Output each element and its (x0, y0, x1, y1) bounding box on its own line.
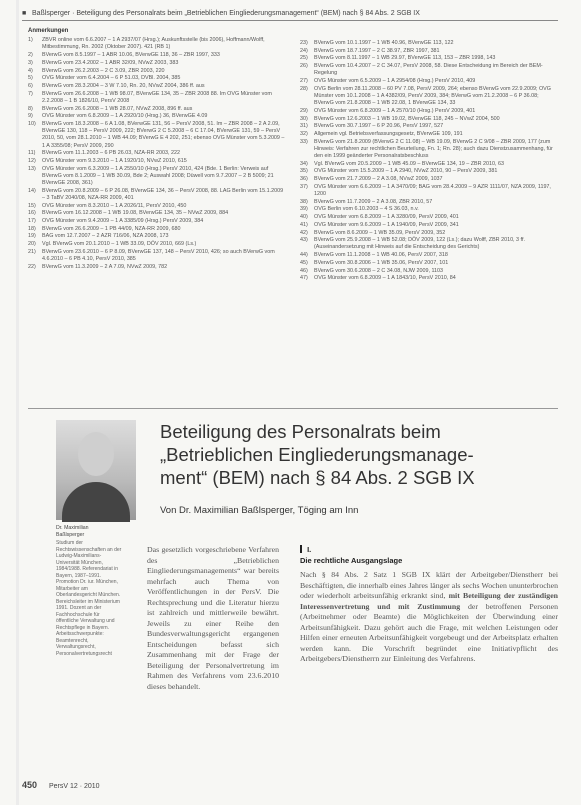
author-portrait (56, 420, 136, 520)
footnote (300, 206, 558, 213)
footnote (300, 78, 558, 85)
footnote-text: BVerwG vom 10.4.2007 – 2 C 34.07, PersV 2008, 58. Diese Entscheidung im Bereich der BEM-Regelung (314, 63, 543, 77)
footnote-number: 29) (300, 107, 308, 114)
section-divider (28, 408, 558, 409)
footnote-number: 45) (300, 259, 308, 266)
footnote-text: BVerwG vom 8.6.2009 – 1 WB 35.09, PersV 2009, 352 (314, 229, 446, 236)
footnote-text: BVerwG vom 21.7.2009 – 2 A 3.08, NVwZ 2009, 1037 (314, 176, 443, 183)
footnote (28, 203, 286, 210)
footnote-number: 44) (300, 252, 308, 259)
footnote-text: BVerwG vom 18.3.2008 – 6 A 1.08, BVerwGE 131, 56 – PersV 2008, 51. Im – ZBR 2008 – 2 A 2.09, BVerwGE 130, 118 – PersV 2009, 222; BVerwG 2 C 5.2008 – 6 C 17.04, BVerwGE 131, 59 – PersV 2010, 50, vom 28.1.2010 – 1 WB 44.09; BVerwG E 4 202, 251; ebenso OVG Münster vom 5.3.2009 – 1 A 3355/08; PersV 2009, 290 (42, 120, 286, 149)
footnote-text: BVerwG vom 26.6.2008 – 1 WB 98.07, BVerwGE 134, 35 – ZBR 2008 88. Im OVG Münster vom 2.2.2008 – 1 B 1826/10, PersV 2008 (42, 90, 274, 104)
footnote-text: BVerwG vom 12.6.2003 – 1 WB 19.02, BVerwGE 118, 245 – NVwZ 2004, 500 (314, 115, 500, 122)
byline (160, 505, 560, 516)
footnotes-right-column (300, 40, 558, 283)
footnote-number: 9) (28, 113, 33, 120)
body-text-end: der betroffenen Personen (Arbeitnehmer oder Beamte) die Möglichkeiten der Überwindung einer Arbeitsunfähigkeit. Dazu gehört auch die Frage, mit welchen Leistungen oder Hilfen einer erneuten Arbeitsunfähigkeit vorgebeugt und der Arbeitsplatz erhalten werden kann. Die Vorschrift begründet eine Initiativpflicht des Arbeitgebers/Dienstherrn zur Einleitung des Verfahrens. (300, 601, 558, 663)
footnote-text: OVG Berlin vom 6.10.2003 – 4 S 36.03, n.v. (314, 206, 419, 213)
journal-issue: PersV 12 · 2010 (48, 783, 100, 790)
footnote (28, 241, 286, 248)
footnote-number: 41) (300, 221, 308, 228)
page-footer (22, 780, 100, 790)
footnote (28, 188, 286, 202)
section-heading (300, 545, 558, 566)
page-number: 450 (22, 780, 38, 790)
footnote (300, 40, 558, 47)
byline-suffix: , Töging am Inn (292, 505, 359, 516)
footnote (28, 91, 286, 105)
footnote-number: 3) (28, 59, 33, 66)
footnote-number: 20) (28, 241, 36, 248)
author-caption-surname: Baßlsperger (56, 531, 85, 538)
footnote (28, 52, 286, 59)
footnote-number: 16) (28, 210, 36, 217)
portrait-shoulders (62, 482, 130, 522)
footnote (300, 252, 558, 259)
footnote-text: BVerwG vom 26.6.2009 – 1 PB 44/09, NZA-RR 2009, 680 (42, 225, 181, 232)
footnote (28, 166, 286, 188)
section-bar (300, 545, 302, 553)
footnote-text: BVerwG vom 23.6.2010 – 6 P 8.09, BVerwGE 137, 148 – PersV 2010, 426; so auch BVerwG vom 4.6.2010 – 6 PB 4.10, PersV 2010, 385 (42, 248, 277, 263)
footnote (300, 86, 558, 108)
footnote-text: BVerwG vom 10.1.1997 – 1 WB 40.96, BVerwGE 113, 122 (314, 40, 454, 46)
footnote-text: Vgl. BVerwG vom 20.5.2009 – 1 WB 45.09 – BVerwGE 134, 19 – ZBR 2010, 63 (314, 160, 504, 167)
footnote-text: OVG Münster vom 6.8.2009 – 1 A 3280/09, PersV 2009, 401 (314, 214, 459, 221)
byline-prefix: Von Dr. Maximilian (160, 505, 242, 516)
footnote-number: 39) (300, 206, 308, 213)
footnote-number: 26) (300, 63, 308, 70)
footnote-text: BVerwG vom 18.7.1997 – 2 C 38.97, ZBR 1997, 381 (314, 47, 440, 54)
footnote-number: 46) (300, 267, 308, 274)
footnote-text: OVG Münster vom 6.5.2009 – 1 A 2954/08 (Hrsg.) PersV 2010, 409 (314, 78, 476, 85)
title-line-1: Beteiligung des Personalrats beim (160, 421, 441, 442)
footnote-number: 43) (300, 237, 308, 244)
byline-name: Baßlsperger (241, 505, 293, 516)
footnote-text: OVG Münster vom 6.4.2004 – 6 P 51.03, DVBl. 2004, 385 (42, 75, 181, 82)
footnote-number: 11) (28, 150, 36, 157)
footnote (28, 121, 286, 150)
footnote-number: 2) (28, 52, 33, 59)
footnote-number: 42) (300, 229, 308, 236)
footnote-text: BVerwG vom 30.8.2006 – 1 WB 35.06, PersV 2007, 101 (314, 259, 449, 266)
footnote-text: BVerwG vom 26.6.2008 – 1 WB 28.07, NVwZ 2008, 896 ff. aus (42, 105, 193, 112)
footnote-number: 21) (28, 248, 36, 255)
footnote-text: BVerwG vom 11.7.2009 – 2 A 3.08, ZBR 2010, 57 (314, 198, 433, 205)
footnotes-left-column (28, 28, 286, 272)
footnote-number: 19) (28, 233, 36, 240)
article-body (300, 545, 558, 665)
footnote (300, 116, 558, 123)
footnote-number: 40) (300, 214, 308, 221)
footnote-text: BAG vom 12.7.2007 – 2 AZR 716/06, NZA 2008, 173 (42, 233, 169, 240)
footnote (28, 264, 286, 271)
footnote-text: BVerwG vom 26.2.2003 – 2 C 3.09, ZBR 2003, 220 (42, 67, 165, 74)
footnote-number: 7) (28, 90, 33, 97)
footnote-text: BVerwG vom 8.11.1997 – 1 WB 29.97, BVerwGE 113, 153 – ZBR 1998, 143 (314, 55, 496, 62)
footnote (28, 75, 286, 82)
header-mark: ■ (22, 9, 27, 17)
footnote (28, 68, 286, 75)
footnote (300, 161, 558, 168)
article-title (160, 420, 560, 489)
body-text-bold: mit Beteiligung der zuständigen Interessenvertretung und mit Zustimmung (300, 591, 558, 611)
footnote (28, 210, 286, 217)
footnote-text: BVerwG vom 16.12.2008 – 1 WB 19.08, BVerwGE 134, 35 – NVwZ 2009, 884 (42, 210, 229, 217)
footnote-text: OVG Berlin vom 28.11.2008 – 60 PV 7.08, PersV 2009, 264; ebenso BVerwG vom 22.9.2009; OVG Münster vom 10.1.2008 – 1 A 4382/09, PersV 2009, 384; BVerwG vom 21.2.2008 – 6 P 36.08; BVerwG vom 21.8.2008 – 1 WB 22.08, 1 BVerwGE 134, 33 (314, 85, 553, 107)
footnote-text: BVerwG vom 20.8.2009 – 6 P 26.08, BVerwGE 134, 36 – PersV 2008, 88. LAG Berlin vom 15.1.2009 – 3 TaBV 2040/08, NZA-RR 2009, 401 (42, 187, 285, 201)
body-paragraph (300, 570, 558, 665)
footnote-number: 22) (28, 263, 36, 270)
footnote (28, 113, 286, 120)
footnote-text: OVG Münster vom 6.3.2009 – 1 A 2550/10 (Hrsg.) PersV 2010, 424 (Bde. 1 Berlin: Verweis auf BVerwG vom 8.1.2009 – 1 WB 30.09, Bde 2; Auswahl 2008; Düwell vom 9.7.2007 – 2 B 5009; 21 BVerwGE 2008, 361) (42, 165, 276, 187)
header-text: Baßlsperger · Beteiligung des Personalrats beim „Betrieblichen Eingliederungsmanagement“ (BEM) nach § 84 Abs. 2 SGB IX (32, 9, 420, 17)
footnote-number: 28) (300, 85, 308, 92)
footnote (300, 108, 558, 115)
footnote-text: OVG Münster vom 6.8.2009 – 1 A 2570/10 (Hrsg.) PersV 2009, 401 (314, 107, 476, 114)
footnote-text: BVerwG vom 30.6.2008 – 2 C 34.08, NJW 2009, 1103 (314, 267, 444, 274)
footnote-number: 15) (28, 202, 36, 209)
footnote (300, 48, 558, 55)
footnote (300, 222, 558, 229)
footnote (300, 55, 558, 62)
footnote-number: 12) (28, 157, 36, 164)
footnote (300, 176, 558, 183)
footnote-text: BVerwG vom 28.3.2004 – 3 W 7.10, Rn. 20, NVwZ 2004, 386 ff. aus (42, 82, 205, 89)
footnote-text: BVerwG vom 23.4.2002 – 1 ABR 32/09, NVwZ 2003, 383 (42, 59, 179, 66)
footnote-number: 13) (28, 165, 36, 172)
footnote (300, 168, 558, 175)
footnote (28, 106, 286, 113)
footnotes-heading: Anmerkungen (28, 28, 69, 34)
footnote-text: OVG Münster vom 8.3.2010 – 1 A 2026/11, PersV 2010, 450 (42, 202, 187, 209)
footnote-number: 33) (300, 138, 308, 145)
footnote-text: OVG Münster vom 6.6.2009 – 1 A 3470/09; BAG vom 28.4.2009 – 9 AZR 1111/07, NZA 2009, 1197, 1200 (314, 183, 553, 198)
footnote-text: BVerwG vom 11.1.2008 – 1 WB 40.06, PersV 2007, 318 (314, 252, 448, 259)
footnote (28, 60, 286, 67)
footnote (28, 150, 286, 157)
author-bio: Studium der Rechtswissenschaften an der Ludwig-Maximilians-Universität München, 1984/1988. Referendariat in Bayern, 1987–1991. Promotion Dr. iur. München, Mitarbeiter am Oberlandesgericht München. Bereichsleiter im Ministerium 1991. Dozent an der Fachhochschule für öffentliche Verwaltung und Rechtspflege in Bayern. Arbeitsschwerpunkte: Beamtenrecht, Verwaltungsrecht, Personalvertretungsrecht (56, 540, 122, 657)
footnote (300, 275, 558, 282)
running-header (22, 6, 558, 21)
footnote-number: 25) (300, 55, 308, 62)
footnote (300, 260, 558, 267)
footnote-number: 27) (300, 78, 308, 85)
footnote-number: 37) (300, 183, 308, 190)
footnote-number: 31) (300, 123, 308, 130)
footnote (28, 218, 286, 225)
author-caption-name: Dr. Maximilian (56, 525, 89, 531)
footnote-text: OVG Münster vom 9.3.2010 – 1 A 1920/10, NVwZ 2010, 615 (42, 157, 187, 164)
footnote (300, 63, 558, 77)
section-title: Die rechtliche Ausgangslage (300, 555, 403, 565)
footnote-number: 38) (300, 198, 308, 205)
footnote-number: 18) (28, 225, 36, 232)
footnote-text: BVerwG vom 30.7.1997 – 6 P 20.96, PersV 1997, 527 (314, 123, 444, 130)
footnote-text: BVerwG vom 8.5.1997 – 1 ABR 10.06, BVerwGE 118, 36 – ZBR 1997, 333 (42, 52, 220, 59)
title-line-3: ment“ (BEM) nach § 84 Abs. 2 SGB IX (160, 467, 475, 488)
article-intro: Das gesetzlich vorgeschriebene Verfahren des „Betrieblichen Eingliederungsmanagements“ war bereits mehrfach auch Thema von Veröffentlichungen in der PersV. Die Rechtsprechung und die Literatur hierzu ist zahlreich und mittlerweile bewährt. Jeweils zu einer Reihe den Bundesverwaltungsgericht ergangenen Entscheidungen befasst sich Zusammenhang mit der Frage der Beteiligung der Personalvertretung im Rahmen des Verfahrens vom 23.6.2010 dieses behandelt. (147, 545, 279, 691)
body-text-start: Nach § 84 Abs. 2 Satz 1 SGB IX klärt der Arbeitgeber/Dienstherr bei Beschäftigten, die innerhalb eines Jahres länger als sechs Wochen ununterbrochen oder wiederholt arbeitsunfähig erkrankt sind, (300, 570, 558, 600)
footnote-text: BVerwG vom 11.3.2009 – 2 A 7.09, NVwZ 2009, 782 (42, 263, 168, 270)
footnote (300, 123, 558, 130)
footnote (300, 184, 558, 198)
footnote-text: OVG Münster vom 6.8.2009 – 1 A 2920/10 (Hrsg.) 36, BVerwGE 4.09 (42, 113, 208, 120)
footnote-text: Allgemein vgl. Betriebsverfassungsgesetz, BVerwGE 109, 191 (314, 130, 463, 137)
footnote (300, 139, 558, 161)
footnote-number: 8) (28, 105, 33, 112)
footnote (300, 230, 558, 237)
footnote (300, 199, 558, 206)
title-line-2: „Betrieblichen Eingliederungsmanage- (160, 444, 474, 465)
section-number: I. (307, 545, 312, 554)
footnote-text: BVerwG vom 21.8.2009 (BVerwG 2 C 11.08) – WB 19.09, BVerwG 2 C 9/08 – ZBR 2009, 177 (zum Hinweis: Verfahren zur rechtlichen Beurteilung, Fn. 1; Rn. 28); auch dazu Dienstzusammenhang, für den ein 1999 geänderter Personalratsbeschluss (314, 138, 555, 160)
footnote (300, 214, 558, 221)
footnote-text: OVG Münster vom 9.4.2009 – 1 A 3385/09 (Hrsg.) PersV 2009, 384 (42, 218, 204, 225)
footnote (28, 226, 286, 233)
footnote-number: 35) (300, 168, 308, 175)
footnote-number: 30) (300, 115, 308, 122)
footnote (28, 37, 286, 51)
footnote-number: 10) (28, 120, 36, 127)
footnote-number: 6) (28, 82, 33, 89)
footnote-text: ZBVR online vom 6.6.2007 – 1 A 2937/07 (Hrsg.); Auskunftsstelle (bis 2006), Hoffmann/Wolff, Mitbestimmung, Rn. 2002 (Oktober 2007). 421 (RB 1) (42, 37, 267, 51)
footnote-text: BVerwG vom 25.9.2008 – 1 WB 52.08; DÖV 2009, 122 (Ls.); dazu Wolff, ZBR 2010, 3 ff. (Auseinandersetzung mit Hinweis auf die Entscheidung des Gerichts) (314, 237, 527, 251)
footnote-number: 1) (28, 37, 33, 44)
footnote-text: OVG Münster vom 6.8.2009 – 1 A 1843/10, PersV 2010, 84 (314, 275, 456, 282)
footnote-number: 23) (300, 40, 308, 46)
footnote-number: 32) (300, 130, 308, 137)
footnote (28, 83, 286, 90)
margin-strip (16, 0, 19, 805)
footnote-text: BVerwG vom 11.1.2003 – 6 PB 26.03, NZA-RR 2003, 222 (42, 150, 181, 157)
footnote (300, 268, 558, 275)
footnote (28, 158, 286, 165)
footnote-number: 24) (300, 47, 308, 54)
portrait-head (78, 432, 114, 476)
footnote-number: 17) (28, 218, 36, 225)
footnote-number: 14) (28, 187, 36, 194)
footnote-number: 5) (28, 75, 33, 82)
footnote (300, 237, 558, 251)
footnote-text: OVG Münster vom 9.6.2009 – 1 A 1940/09, PersV 2009, 341 (314, 221, 459, 228)
footnote-number: 47) (300, 275, 308, 282)
footnote-number: 36) (300, 176, 308, 183)
footnote (28, 233, 286, 240)
footnote (28, 249, 286, 263)
footnote-number: 4) (28, 67, 33, 74)
author-caption (56, 525, 136, 538)
footnote-number: 34) (300, 160, 308, 167)
footnote-text: OVG Münster vom 15.5.2009 – 1 A 2940, NVwZ 2010, 90 – PersV 2009, 381 (314, 168, 498, 175)
footnote-text: Vgl. BVerwG vom 20.1.2010 – 1 WB 33.09, DÖV 2010, 669 (Ls.) (42, 241, 197, 248)
footnote (300, 131, 558, 138)
